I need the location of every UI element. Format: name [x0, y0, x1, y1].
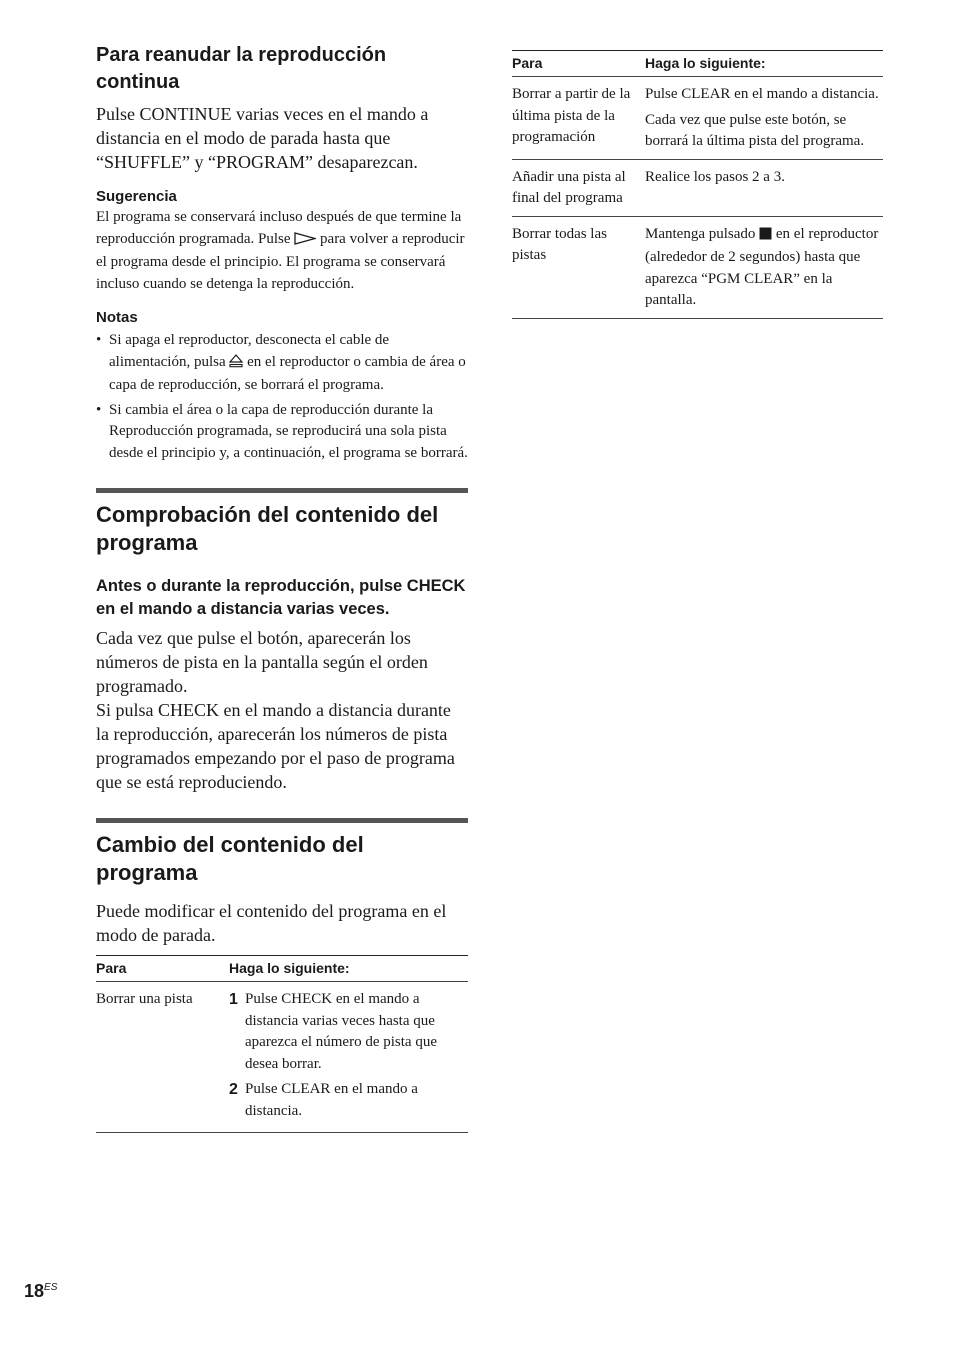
change-table	[96, 955, 468, 1133]
step-list	[229, 989, 464, 1122]
bullet: •	[96, 401, 102, 418]
note1-b: en el reproductor o cambia de área o capa de reproducción, se borrará el programa.	[109, 353, 466, 393]
check-body1: Cada vez que pulse el botón, aparecerán los números de pista en la pantalla según el orden programado.	[96, 628, 428, 696]
col-header-action: Haga lo siguiente:	[645, 51, 883, 77]
row-action	[229, 982, 468, 1133]
row-action: Realice los pasos 2 a 3.	[645, 159, 883, 216]
tip-text-a: El programa se conservará incluso después de que termine la reproducción programada. Pulse	[96, 209, 462, 247]
row-action-text-b: en el reproductor (alrededor de 2 segundos) hasta que aparezca “PGM CLEAR” en la pantalla.	[645, 225, 879, 308]
right-column	[512, 50, 883, 319]
step-item	[229, 989, 464, 1075]
col-header-para: Para	[512, 51, 645, 77]
page-number	[24, 1281, 57, 1302]
col-header-para: Para	[96, 956, 229, 982]
change-section	[96, 818, 468, 1133]
table-row	[512, 159, 883, 216]
row-label: Borrar todas las pistas	[512, 216, 645, 318]
table-row	[512, 77, 883, 160]
row-label: Añadir una pista al final del programa	[512, 159, 645, 216]
row-action-text-a: Mantenga pulsado	[645, 225, 756, 242]
notes-list	[96, 330, 468, 464]
step-text: Pulse CLEAR en el mando a distancia.	[245, 1081, 418, 1119]
row-label: Borrar a partir de la última pista de la programación	[512, 77, 645, 160]
check-section	[96, 488, 468, 794]
step-number: 1	[229, 991, 238, 1008]
row-action-text: Pulse CLEAR en el mando a distancia.	[645, 86, 879, 102]
check-lead: Antes o durante la reproducción, pulse CHECK en el mando a distancia varias veces.	[96, 577, 466, 618]
resume-title: Para reanudar la reproducción continua	[96, 44, 387, 93]
stop-icon	[759, 226, 772, 248]
step-number: 2	[229, 1081, 238, 1098]
note1-a: Si apaga el reproductor, desconecta el cable de alimentación, pulsa	[109, 332, 390, 370]
row-action	[645, 216, 883, 318]
bullet: •	[96, 332, 102, 348]
delete-options-table	[512, 50, 883, 319]
page-number-suffix: ES	[44, 1282, 58, 1293]
check-body2: Si pulsa CHECK en el mando a distancia durante la reproducción, aparecerán los números de pista programados empezando por el paso de programa que se está reproduciendo.	[96, 700, 455, 792]
resume-body: Pulse CONTINUE varias veces en el mando a distancia en el modo de parada hasta que “SHUFFLE” y “PROGRAM” desaparezcan.	[96, 104, 429, 172]
table-header-row	[96, 956, 468, 982]
row-action-text: Cada vez que pulse este botón, se borrará la última pista del programa.	[645, 111, 865, 149]
tip-heading: Sugerencia	[96, 188, 177, 205]
row-action	[645, 77, 883, 160]
check-title: Comprobación del contenido del programa	[96, 502, 439, 555]
change-body: Puede modificar el contenido del programa en el modo de parada.	[96, 901, 447, 945]
table-row	[96, 982, 468, 1133]
left-column	[96, 42, 468, 1133]
row-label: Borrar una pista	[96, 982, 229, 1133]
table-row	[512, 216, 883, 318]
tip-text-b: para volver a reproducir el programa desde el principio. El programa se conservará incluso cuando se detenga la reproducción.	[96, 230, 465, 292]
notes-heading: Notas	[96, 309, 138, 326]
note-item	[96, 400, 468, 465]
change-title: Cambio del contenido del programa	[96, 832, 364, 885]
step-item	[229, 1079, 464, 1122]
col-header-action: Haga lo siguiente:	[229, 956, 468, 982]
play-icon	[294, 231, 316, 253]
step-text: Pulse CHECK en el mando a distancia varias veces hasta que aparezca el número de pista que desea borrar.	[245, 991, 437, 1072]
note-item	[96, 330, 468, 397]
page-number-value: 18	[24, 1281, 45, 1301]
eject-icon	[229, 354, 243, 376]
table-header-row	[512, 51, 883, 77]
tip-text	[96, 207, 468, 295]
note2: Si cambia el área o la capa de reproducción durante la Reproducción programada, se reproducirá una sola pista desde el principio y, a continuación, el programa se borrará.	[109, 401, 468, 461]
